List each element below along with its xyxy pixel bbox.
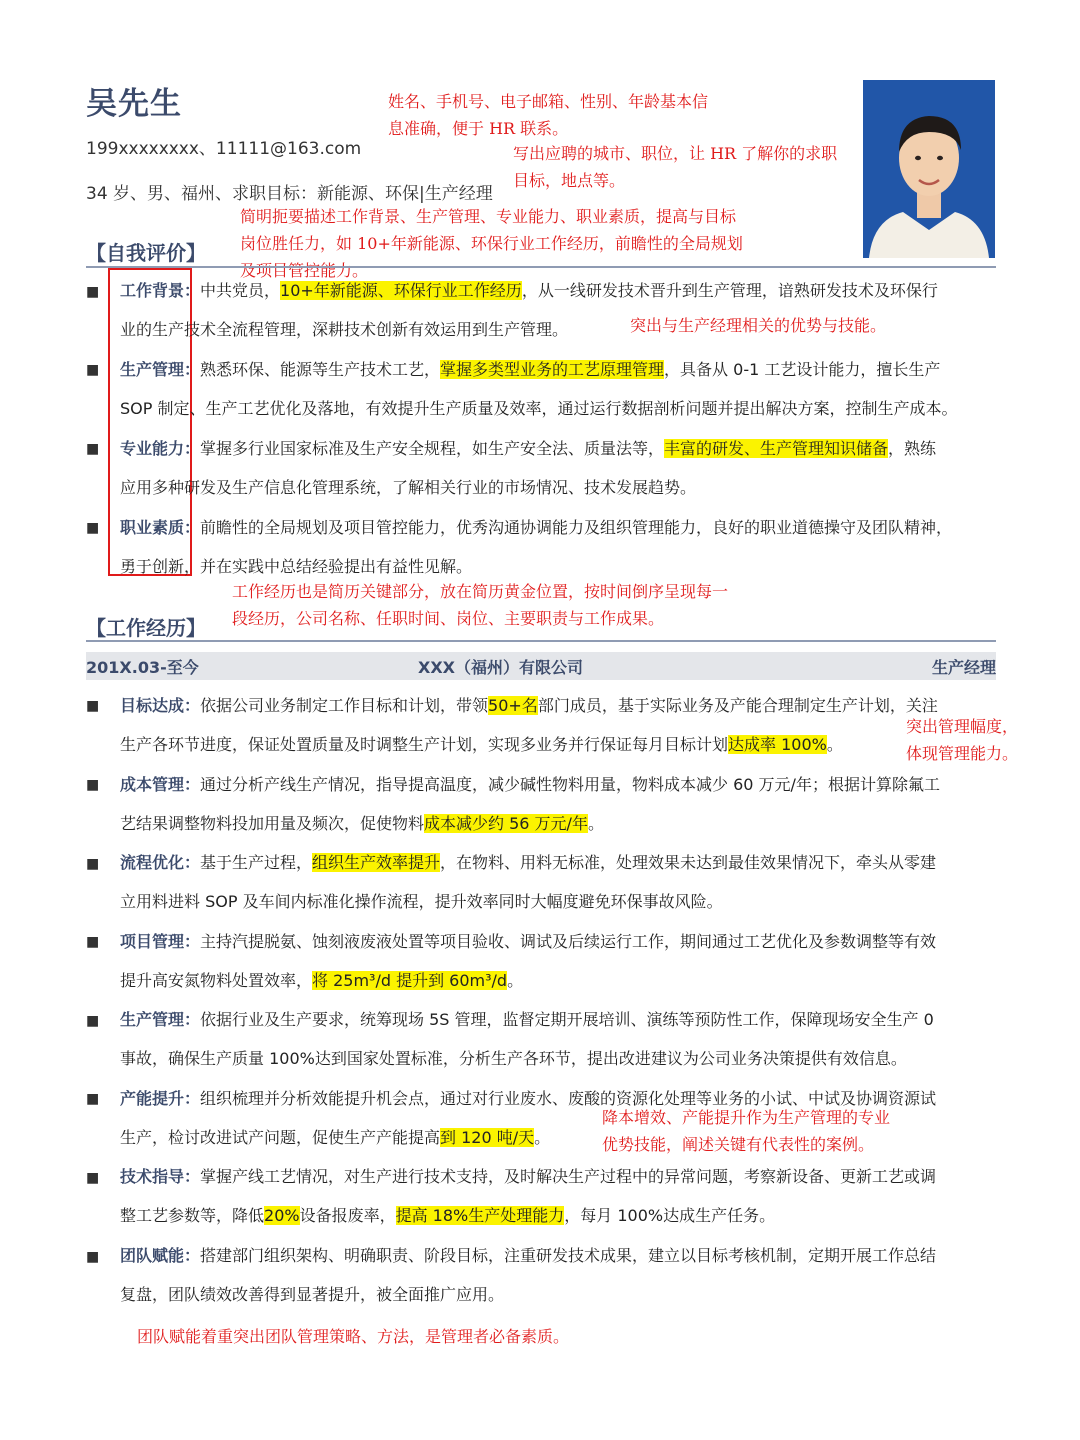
- work-item-cont: 事故，确保生产质量 100%达到国家处置标准，分析生产各环节，提出改进建议为公司业务决策提供有效信息。: [120, 1049, 907, 1068]
- work-item: 项目管理：主持汽提脱氨、蚀刻液废液处置等项目验收、调试及后续运行工作，期间通过工艺优化及参数调整等有效: [120, 932, 937, 951]
- self-eval-item: 专业能力：掌握多行业国家标准及生产安全规程，如生产安全法、质量法等，丰富的研发、生产管理知识储备，熟练: [120, 439, 937, 458]
- job-header-bar: [86, 652, 996, 680]
- work-item: 目标达成：依据公司业务制定工作目标和计划，带领50+名部门成员，基于实际业务及产能合理制定生产计划，关注: [120, 696, 938, 715]
- work-item: 流程优化：基于生产过程，组织生产效率提升，在物料、用料无标准，处理效果未达到最佳效果情况下，牵头从零建: [120, 853, 937, 872]
- contact-info: 199xxxxxxxx、11111@163.com: [86, 139, 362, 159]
- bullet-icon: ■: [86, 934, 100, 950]
- self-eval-item: 工作背景：中共党员，10+年新能源、环保行业工作经历，从一线研发技术晋升到生产管理，谙熟研发技术及环保行: [120, 281, 938, 300]
- self-eval-item-cont: 业的生产技术全流程管理，深耕技术创新有效运用到生产管理。: [120, 320, 569, 339]
- section-title-self-eval: 【自我评价】: [86, 241, 206, 265]
- bullet-icon: ■: [86, 362, 100, 378]
- job-company: XXX（福州）有限公司: [418, 658, 584, 677]
- work-item-cont: 复盘，团队绩效改善得到显著提升，被全面推广应用。: [120, 1285, 505, 1304]
- note-strength: 突出与生产经理相关的优势与技能。: [630, 316, 887, 335]
- work-item-cont: 艺结果调整物料投加用量及频次，促使物料成本减少约 56 万元/年。: [120, 814, 604, 833]
- bullet-icon: ■: [86, 1170, 100, 1186]
- profile-photo: [863, 80, 995, 258]
- bullet-icon: ■: [86, 441, 100, 457]
- self-eval-item: 生产管理：熟悉环保、能源等生产技术工艺，掌握多类型业务的工艺原理管理，具备从 0-1 工艺设计能力，擅长生产: [120, 360, 941, 379]
- basic-info: 34 岁、男、福州、求职目标：新能源、环保|生产经理: [86, 184, 493, 204]
- section-title-work: 【工作经历】: [86, 616, 206, 640]
- note-team: 团队赋能着重突出团队管理策略、方法，是管理者必备素质。: [137, 1327, 570, 1346]
- bullet-icon: ■: [86, 777, 100, 793]
- work-item: 技术指导：掌握产线工艺情况，对生产进行技术支持，及时解决生产过程中的异常问题，考察新设备、更新工艺或调: [120, 1167, 937, 1186]
- note-cost-capacity: 降本增效、产能提升作为生产管理的专业 优势技能，阐述关键有代表性的案例。: [602, 1108, 891, 1154]
- job-period: 201X.03-至今: [86, 658, 199, 677]
- self-eval-item-cont: 应用多种研发及生产信息化管理系统，了解相关行业的市场情况、技术发展趋势。: [120, 478, 697, 497]
- note-scope: 突出管理幅度， 体现管理能力。: [906, 717, 1019, 763]
- self-eval-item-cont: 勇于创新，并在实践中总结经验提出有益性见解。: [120, 557, 473, 576]
- job-position: 生产经理: [931, 658, 996, 677]
- bullet-icon: ■: [86, 698, 100, 714]
- bullet-icon: ■: [86, 284, 100, 300]
- work-item-cont: 整工艺参数等，降低20%设备报废率，提高 18%生产处理能力，每月 100%达成生产任务。: [120, 1206, 776, 1225]
- candidate-name: 吴先生: [86, 86, 182, 122]
- section-divider: [86, 640, 996, 642]
- bullet-icon: ■: [86, 856, 100, 872]
- work-item: 成本管理：通过分析产线生产情况，指导提高温度，减少碱性物料用量，物料成本减少 60 万元/年；根据计算除氟工: [120, 775, 940, 794]
- bullet-icon: ■: [86, 520, 100, 536]
- work-item: 团队赋能：搭建部门组织架构、明确职责、阶段目标，注重研发技术成果，建立以目标考核机制，定期开展工作总结: [120, 1246, 937, 1265]
- work-item-cont: 立用料进料 SOP 及车间内标准化操作流程，提升效率同时大幅度避免环保事故风险。: [120, 892, 723, 911]
- note-basic-info: 姓名、手机号、电子邮箱、性别、年龄基本信 息准确，便于 HR 联系。: [388, 92, 709, 138]
- bullet-icon: ■: [86, 1249, 100, 1265]
- bullet-icon: ■: [86, 1013, 100, 1029]
- work-item: 产能提升：组织梳理并分析效能提升机会点，通过对行业废水、废酸的资源化处理等业务的小试、中试及协调资源试: [120, 1089, 937, 1108]
- note-job-target: 写出应聘的城市、职位，让 HR 了解你的求职 目标，地点等。: [513, 144, 838, 190]
- work-item-cont: 生产各环节进度，保证处置质量及时调整生产计划，实现多业务并行保证每月目标计划达成率 100%。: [120, 735, 843, 754]
- work-item-cont: 生产，检讨改进试产问题，促使生产产能提高到 120 吨/天。: [120, 1128, 551, 1147]
- self-eval-item-cont: SOP 制定、生产工艺优化及落地，有效提升生产质量及效率，通过运行数据剖析问题并提出解决方案，控制生产成本。: [120, 399, 958, 418]
- bullet-icon: ■: [86, 1091, 100, 1107]
- note-work-exp: 工作经历也是简历关键部分，放在简历黄金位置，按时间倒序呈现每一 段经历，公司名称、任职时间、岗位、主要职责与工作成果。: [232, 582, 729, 628]
- work-item: 生产管理：依据行业及生产要求，统筹现场 5S 管理，监督定期开展培训、演练等预防性工作，保障现场安全生产 0: [120, 1010, 934, 1029]
- note-self-eval: 简明扼要描述工作背景、生产管理、专业能力、职业素质，提高与目标 岗位胜任力，如 10+年新能源、环保行业工作经历，前瞻性的全局规划 及项目管控能力。: [240, 207, 743, 280]
- self-eval-item: 职业素质：前瞻性的全局规划及项目管控能力，优秀沟通协调能力及组织管理能力，良好的职业道德操守及团队精神，: [120, 518, 953, 537]
- section-divider: [86, 266, 996, 268]
- work-item-cont: 提升高安氮物料处置效率，将 25m³/d 提升到 60m³/d。: [120, 971, 524, 990]
- avatar-icon: [863, 80, 995, 258]
